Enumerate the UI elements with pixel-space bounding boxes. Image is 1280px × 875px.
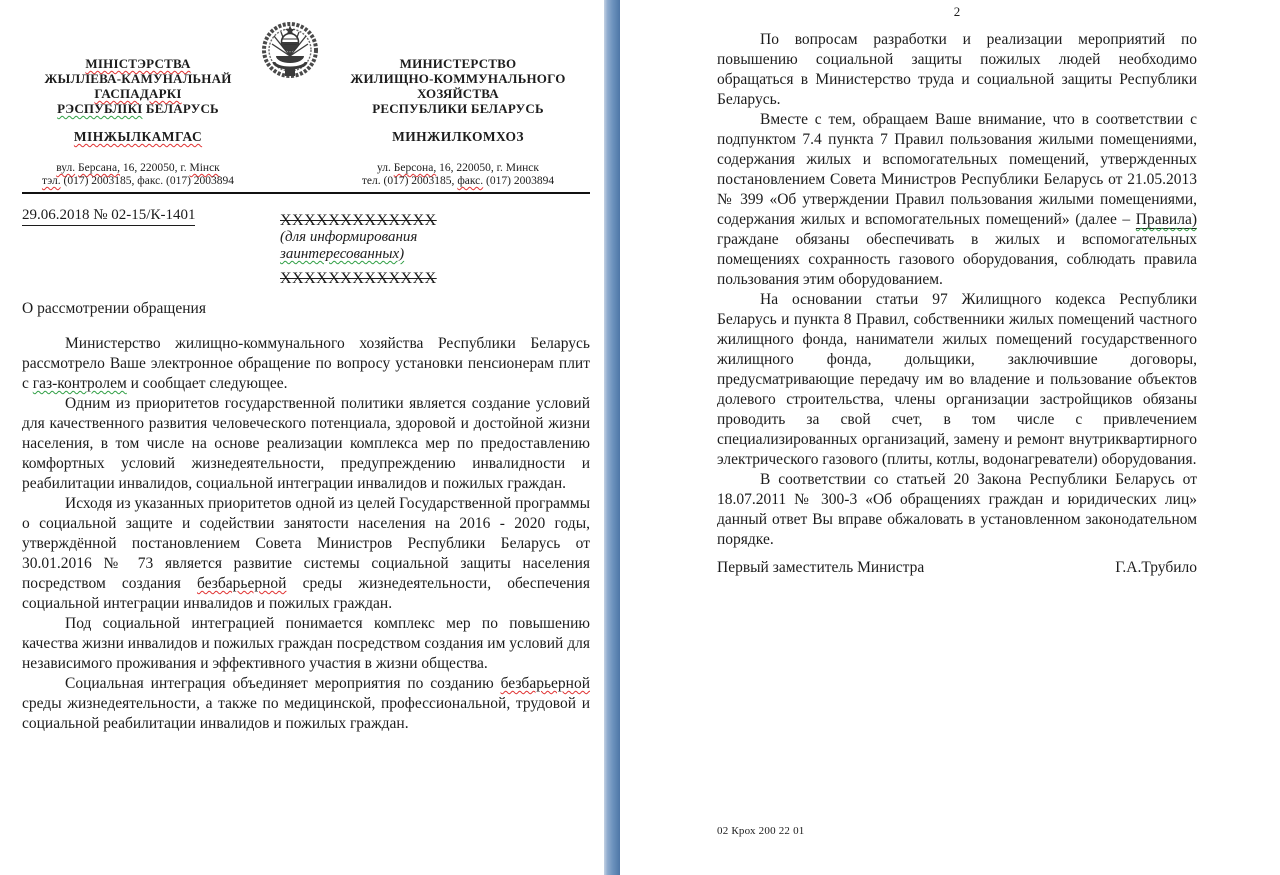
org-block-russian bbox=[326, 20, 590, 188]
signature-row bbox=[717, 559, 1197, 577]
reference-row bbox=[22, 206, 590, 300]
org-name-line: РЕСПУБЛИКИ БЕЛАРУСЬ bbox=[372, 101, 544, 116]
paragraph: Вместе с тем, обращаем Ваше внимание, что в соответствии с подпунктом 7.4 пункта 7 Правил пользования жилыми помещениями, содержания жилых и вспомогательных помещений, утвержденных постановлением Совета Министров Республики Беларусь от 21.05.2013 № 399 «Об утверждении Правил пользования жилыми помещениями, содержания жилых и вспомогательных помещений» (далее – Правила) граждане обязаны обеспечивать в жилых и вспомогательных помещениях сохранность газового оборудования, соблюдать правила пользования этим оборудованием. bbox=[717, 111, 1197, 288]
org-acronym-russian: МИНЖИЛКОМХОЗ bbox=[392, 129, 524, 144]
org-name-line: МІНІСТЭРСТВА bbox=[85, 56, 191, 71]
emblem-container bbox=[254, 20, 326, 188]
page-divider-bar bbox=[604, 0, 620, 875]
paragraph: Социальная интеграция объединяет мероприятия по созданию безбарьерной среды жизнедеятельности, а также по медицинской, профессиональной, трудовой и социальной реабилитации инвалидов и пожилых граждан. bbox=[22, 675, 590, 732]
recipient-block bbox=[280, 212, 490, 288]
org-name-line: ЖЫЛЛЕВА-КАМУНАЛЬНАЙ bbox=[44, 71, 232, 86]
letter-subject: О рассмотрении обращения bbox=[22, 300, 206, 317]
letter-body-page-1 bbox=[22, 334, 590, 734]
org-address-russian bbox=[326, 162, 590, 188]
address-line: ул. Берсона, 16, 220050, г. Минск bbox=[377, 162, 539, 174]
org-acronym-belarusian: МІНЖЫЛКАМГАС bbox=[73, 129, 203, 144]
address-line: тел. (017) 2003185, факс. (017) 2003894 bbox=[361, 175, 555, 187]
paragraph: Одним из приоритетов государственной политики является создание условий для качественного развития человеческого потенциала, здоровой и достойной жизни населения, в том числе на основе реализации комплекса мер по предоставлению комфортных условий жизнедеятельности, предупреждению инвалидности и реабилитации инвалидов, социальной интеграции инвалидов и пожилых граждан. bbox=[22, 395, 590, 492]
paragraph: Под социальной интеграцией понимается комплекс мер по повышению качества жизни инвалидов и пожилых граждан посредством создания им условий для независимого проживания и эффективного участия в жизни общества. bbox=[22, 615, 590, 672]
belarus-coat-of-arms-icon bbox=[259, 20, 321, 82]
signer-title: Первый заместитель Министра bbox=[717, 559, 925, 576]
recipient-note: заинтересованных) bbox=[280, 246, 405, 262]
recipient-name-masked: ХХХХХХХХХХХХХ bbox=[280, 212, 437, 229]
org-name-line: ГАСПАДАРКІ bbox=[94, 86, 182, 101]
letterhead-divider bbox=[22, 192, 590, 194]
paragraph: Исходя из указанных приоритетов одной из целей Государственной программы о социальной защите и содействии занятости населения на 2016 - 2020 годы, утверждённой постановлением Совета Министров Республики Беларусь от 30.01.2016 № 73 является развитие системы социальной защиты населения посредством создания безбарьерной среды жизнедеятельности, обеспечения социальной интеграции инвалидов и пожилых граждан. bbox=[22, 495, 590, 612]
page-number: 2 bbox=[953, 4, 961, 19]
address-line: тэл. (017) 2003185, факс. (017) 2003894 bbox=[41, 175, 235, 187]
org-name-belarusian bbox=[22, 56, 254, 116]
letter-page-1 bbox=[0, 0, 605, 875]
executor-code: 02 Крох 200 22 01 bbox=[717, 825, 805, 837]
org-name-line: МИНИСТЕРСТВО bbox=[399, 56, 517, 71]
letterhead bbox=[0, 0, 605, 188]
recipient-note: (для информирования bbox=[280, 229, 418, 245]
ref-number: 29.06.2018 № 02-15/К-1401 bbox=[22, 207, 195, 226]
signer-name: Г.А.Трубило bbox=[1115, 559, 1197, 576]
paragraph: Министерство жилищно-коммунального хозяйства Республики Беларусь рассмотрело Ваше электронное обращение по вопросу установки пенсионерам плит с газ-контролем и сообщает следующее. bbox=[22, 335, 590, 392]
letter-body-page-2 bbox=[717, 30, 1197, 550]
recipient-address-masked: ХХХХХХХХХХХХХ bbox=[280, 270, 437, 287]
org-name-line: ЖИЛИЩНО-КОММУНАЛЬНОГО bbox=[350, 71, 566, 86]
org-name-line: ХОЗЯЙСТВА bbox=[417, 86, 499, 101]
paragraph: В соответствии со статьей 20 Закона Республики Беларусь от 18.07.2011 № 300-3 «Об обращениях граждан и юридических лиц» данный ответ Вы вправе обжаловать в установленном законодательном порядке. bbox=[717, 471, 1197, 548]
paragraph: На основании статьи 97 Жилищного кодекса Республики Беларусь и пункта 8 Правил, собственники жилых помещений частного жилищного фонда, наниматели жилых помещений государственного жилищного фонда, дольщики, заключившие договоры, предусматривающие передачу им во владение и пользование объектов долевого строительства, члены организации застройщиков обязаны проводить за свой счет, в том числе с привлечением специализированных организаций, замену и ремонт внутриквартирного электрического газового (плиты, котлы, водонагреватели) оборудования. bbox=[717, 291, 1197, 468]
org-block-belarusian bbox=[22, 20, 254, 188]
org-name-russian bbox=[326, 56, 590, 116]
org-address-belarusian bbox=[22, 162, 254, 188]
letter-page-2 bbox=[620, 0, 1280, 875]
address-line: вул. Берсана, 16, 220050, г. Мінск bbox=[56, 162, 220, 174]
paragraph: По вопросам разработки и реализации мероприятий по повышению социальной защиты пожилых людей необходимо обращаться в Министерство труда и социальной защиты Республики Беларусь. bbox=[717, 31, 1197, 108]
org-name-line: РЭСПУБЛІКІ БЕЛАРУСЬ bbox=[57, 101, 219, 116]
